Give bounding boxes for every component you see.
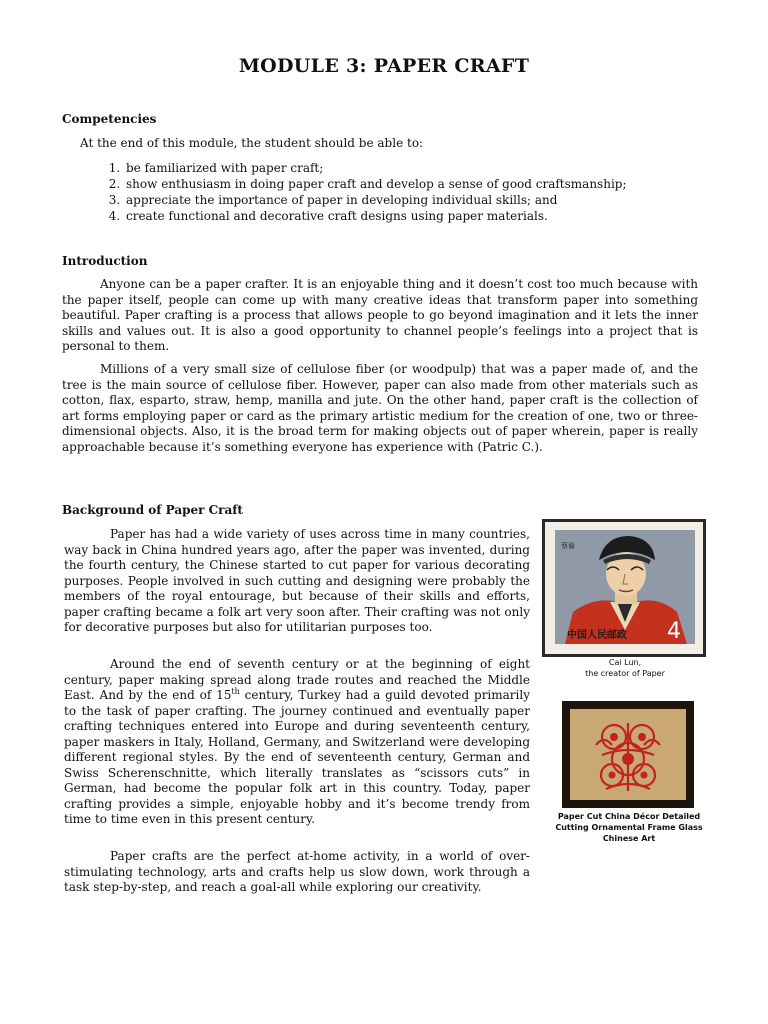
list-item: 2. show enthusiasm in doing paper craft and develop a sense of good craftsmanship; bbox=[124, 176, 744, 192]
paper-cut-ornament-illustration bbox=[584, 715, 672, 794]
competencies-intro: At the end of this module, the student should be able to: bbox=[80, 136, 424, 150]
stamp-caption bbox=[540, 657, 710, 679]
introduction-paragraph-2: Millions of a very small size of cellulose fiber (or woodpulp) that was a paper made of, and the tree is the main source of cellulose fiber. However, paper can also made from other materials such as cotton, flax, esparto, straw, hemp, manilla and jute. On the other hand, paper craft is the collection of art forms employing paper or card as the primary artistic medium for the creation of one, two or three-dimensional objects. Also, it is the broad term for making objects out of paper wherein, paper is really approachable because it’s something everyone has experience with (Patric C.). bbox=[62, 362, 698, 454]
background-paragraph-2-text-b: century, Turkey had a guild devoted primarily to the task of paper crafting. The journey continued and eventually paper crafting techniques entered into Europe and during seventeenth century, paper maskers in Italy, Holland, Germany, and Switzerland were developing different regional styles. By the end of seventeenth century, German and Swiss Scherenschnitte, which literally translates as “scissors cuts” in German, had become the popular folk art in this country. Today, paper crafting provides a simple, enjoyable hobby and it’s become trendy from time to time even in this present century. bbox=[64, 688, 530, 826]
list-item: 1. be familiarized with paper craft; bbox=[124, 160, 744, 176]
stamp-caption-line-2: the creator of Paper bbox=[585, 669, 665, 678]
cai-lun-stamp-image bbox=[542, 519, 706, 657]
svg-text:蔡倫: 蔡倫 bbox=[561, 542, 575, 550]
background-paragraph-3: Paper crafts are the perfect at-home activity, in a world of over-stimulating technology, arts and crafts help us slow down, work through a task step-by-step, and reach a goal-all while exploring our creativity. bbox=[64, 849, 530, 894]
stamp-border bbox=[545, 522, 703, 654]
stamp-caption-line-1: Cai Lun, bbox=[608, 658, 642, 667]
background-paragraph-2-text-a: Around the end of seventh century or at the beginning of eight century, paper making spread along trade routes and reached the Middle East. And by the end of 15 bbox=[64, 657, 530, 702]
page-title: MODULE 3: PAPER CRAFT bbox=[238, 55, 530, 77]
list-item: 4. create functional and decorative craft designs using paper materials. bbox=[124, 208, 744, 224]
stamp-country-text: 中国人民邮政 bbox=[567, 630, 627, 641]
competencies-heading: Competencies bbox=[62, 112, 157, 126]
background-paragraph-2 bbox=[64, 657, 530, 828]
background-heading: Background of Paper Craft bbox=[62, 503, 243, 517]
cai-lun-portrait-illustration bbox=[555, 530, 695, 644]
frame-caption bbox=[544, 811, 714, 844]
introduction-heading: Introduction bbox=[62, 254, 148, 268]
background-paragraph-1: Paper has had a wide variety of uses across time in many countries, way back in China hundred years ago, after the paper was invented, during the fourth century, the Chinese started to cut paper for various decorating purposes. People involved in such cutting and designing were probably the members of the royal entourage, but because of their skills and efforts, paper crafting became a folk art very soon after. Their crafting was not only for decorative purposes but also for utilitarian purposes too. bbox=[64, 527, 530, 634]
frame-caption-line-3: Chinese Art bbox=[602, 834, 656, 843]
stamp-portrait bbox=[555, 530, 695, 644]
introduction-paragraph-1: Anyone can be a paper crafter. It is an enjoyable thing and it doesn’t cost too much because with the paper itself, people can come up with many creative ideas that transform paper into something beautiful. Paper crafting is a process that allows people to go beyond imagination and it lets the inner skills and values out. It is also a good opportunity to channel people’s feelings into a project that is personal to them. bbox=[62, 277, 698, 353]
superscript-th: th bbox=[231, 687, 240, 696]
list-item: 3. appreciate the importance of paper in developing individual skills; and bbox=[124, 192, 744, 208]
paper-cut-frame-image bbox=[562, 701, 694, 808]
frame-mat bbox=[570, 709, 686, 800]
competencies-list bbox=[100, 160, 744, 224]
frame-caption-line-1: Paper Cut China Décor Detailed bbox=[557, 812, 701, 821]
frame-caption-line-2: Cutting Ornamental Frame Glass bbox=[555, 823, 703, 832]
stamp-value: 4 bbox=[667, 619, 681, 644]
